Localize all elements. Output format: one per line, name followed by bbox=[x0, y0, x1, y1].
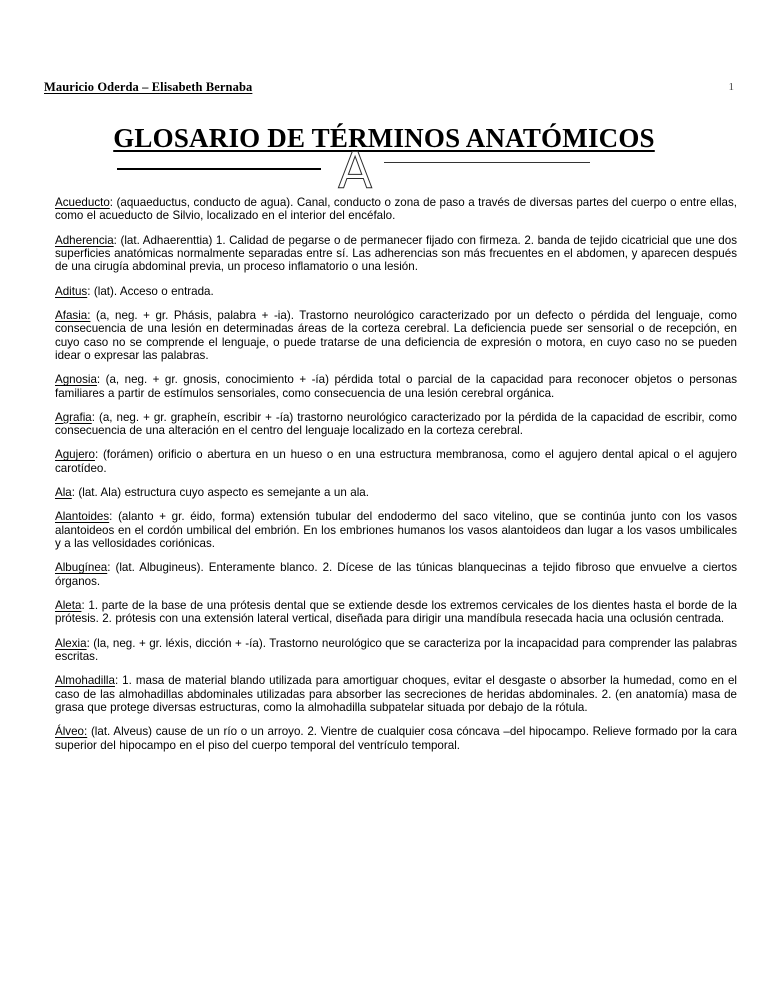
glossary-term-separator: : bbox=[96, 373, 101, 387]
glossary-definition: 1. masa de material blando utilizada para amortiguar choques, evitar el desgaste o absorber la humedad, como en el caso de las almohadillas abdominales utilizadas para absorber las secreciones de heridas abdominales. 2. (en anatomía) masa de grasa que protege diversas estructuras, como la almohadilla subpatelar situada por debajo de la rótula. bbox=[55, 674, 737, 714]
glossary-term: Álveo: bbox=[55, 725, 88, 739]
glossary-term-separator: : bbox=[113, 233, 117, 247]
glossary-term-separator: : bbox=[114, 674, 119, 688]
glossary-term-separator: : bbox=[87, 284, 91, 298]
glossary-entry bbox=[55, 309, 737, 363]
glossary-entry bbox=[55, 448, 737, 475]
glossary-term: Aleta bbox=[55, 598, 82, 612]
glossary-definition: (a, neg. + gr. gnosis, conocimiento + -ía) pérdida total o parcial de la capacidad para reconocer objetos o personas familiares a partir de estímulos sensoriales, como consecuencia de una lesión cerebral orgánica. bbox=[55, 373, 737, 400]
glossary-entry bbox=[55, 510, 737, 550]
glossary-entry bbox=[55, 561, 737, 588]
glossary-entry bbox=[55, 411, 737, 438]
running-header bbox=[44, 80, 734, 94]
glossary-term: Alantoides bbox=[55, 510, 110, 524]
glossary-term: Almohadilla bbox=[55, 674, 115, 688]
glossary-entry bbox=[55, 674, 737, 714]
glossary-definition: (lat. Adhaerenttia) 1. Calidad de pegarse o de permanecer fijado con firmeza. 2. banda de tejido cicatricial que une dos superficies anatómicas normalmente separadas entre sí. Las adherencias son más frecuentes en el abdomen, y aparecen después de una cirugía abdominal previa, un proceso inflamatorio o una lesión. bbox=[55, 233, 737, 274]
glossary-term: Albugínea bbox=[55, 561, 108, 575]
glossary-term: Aditus bbox=[55, 284, 88, 298]
glossary-term-separator: : bbox=[109, 196, 114, 209]
glossary-term: Agnosia bbox=[55, 373, 97, 387]
glossary-entries bbox=[55, 196, 737, 752]
glossary-term-separator: : bbox=[109, 510, 113, 524]
glossary-entry bbox=[55, 599, 737, 626]
glossary-term-separator: : bbox=[94, 448, 99, 462]
section-letter-a: A bbox=[338, 142, 373, 200]
glossary-entry bbox=[55, 486, 737, 499]
glossary-entry bbox=[55, 725, 737, 752]
divider-rule-right bbox=[384, 162, 590, 163]
glossary-definition: (forámen) orificio o abertura en un hueso o en una estructura membranosa, como el agujero dental apical o el agujero carotídeo. bbox=[55, 448, 737, 475]
glossary-entry bbox=[55, 196, 737, 223]
glossary-definition: (a, neg. + gr. Phásis, palabra + -ia). Trastorno neurológico caracterizado por un defecto o pérdida del lenguaje, como consecuencia de una lesión en determinadas áreas de la corteza cerebral. La deficiencia puede ser sensorial o de recepción, en cuyo caso no se comprende el lenguaje, o puede tratarse de una deficiencia de expresión o motora, en cuyo caso no se pueden idear o expresar las palabras. bbox=[55, 308, 737, 363]
glossary-definition: (la, neg. + gr. léxis, dicción + -ía). Trastorno neurológico que se caracteriza por la incapacidad para comprender las palabras escritas. bbox=[55, 636, 737, 663]
glossary-term-separator: : bbox=[86, 636, 90, 650]
page-title-text: GLOSARIO DE TÉRMINOS ANATÓMICOS bbox=[113, 123, 655, 154]
glossary-term: Agrafia bbox=[55, 410, 92, 424]
glossary-term-separator: : bbox=[81, 598, 85, 612]
divider-rule-left bbox=[117, 168, 321, 170]
glossary-definition: (lat). Acceso o entrada. bbox=[90, 284, 214, 298]
glossary-term: Alexia bbox=[55, 636, 87, 650]
glossary-term: Adherencia bbox=[55, 233, 114, 247]
glossary-definition: (aquaeductus, conducto de agua). Canal, conducto o zona de paso a través de diversas partes del cuerpo o entre ellas, como el acueducto de Silvio, localizado en el interior del encéfalo. bbox=[55, 196, 737, 223]
author-names: Mauricio Oderda – Elisabeth Bernaba bbox=[44, 80, 253, 94]
glossary-term-separator: : bbox=[71, 486, 75, 500]
section-divider bbox=[0, 142, 768, 200]
glossary-definition: (lat. Albugineus). Enteramente blanco. 2. Dícese de las túnicas blanquecinas a tejido fibroso que envuelve a ciertos órganos. bbox=[55, 561, 737, 588]
glossary-definition: (lat. Ala) estructura cuyo aspecto es semejante a un ala. bbox=[75, 486, 369, 500]
glossary-term-separator: : bbox=[91, 410, 95, 424]
glossary-term: Afasia: bbox=[55, 308, 91, 322]
glossary-entry bbox=[55, 234, 737, 274]
glossary-entry bbox=[55, 637, 737, 664]
glossary-term: Acueducto bbox=[55, 196, 110, 209]
glossary-entry bbox=[55, 373, 737, 400]
glossary-term: Ala bbox=[55, 486, 72, 500]
glossary-definition: (alanto + gr. éido, forma) extensión tubular del endodermo del saco vitelino, que se continúa junto con los vasos alantoideos en el cordón umbilical del embrión. En los embriones humanos los vasos alantoideos dan lugar a los vasos umbilicales y a las vellosidades coriónicas. bbox=[55, 510, 737, 551]
page-number: 1 bbox=[728, 81, 734, 93]
glossary-definition: (lat. Alveus) cause de un río o un arroyo. 2. Vientre de cualquier cosa cóncava –del hipocampo. Relieve formado por la cara superior del hipocampo en el piso del cuerpo temporal del ventrículo temporal. bbox=[55, 725, 737, 752]
glossary-definition: (a, neg. + gr. grapheín, escribir + -ía) trastorno neurológico caracterizado por la pérdida de la capacidad de escribir, como consecuencia de una alteración en el centro del lenguaje localizado en la corteza cerebral. bbox=[55, 410, 737, 438]
glossary-term: Agujero bbox=[55, 448, 95, 462]
glossary-term-separator: : bbox=[107, 561, 111, 575]
glossary-entry bbox=[55, 285, 737, 298]
glossary-definition: 1. parte de la base de una prótesis dental que se extiende desde los extremos cervicales de los dientes hasta el borde de la prótesis. 2. prótesis con una extensión lateral vertical, diseñada para dirigir una mandíbula resecada hacia una oclusión centrada. bbox=[55, 598, 737, 626]
